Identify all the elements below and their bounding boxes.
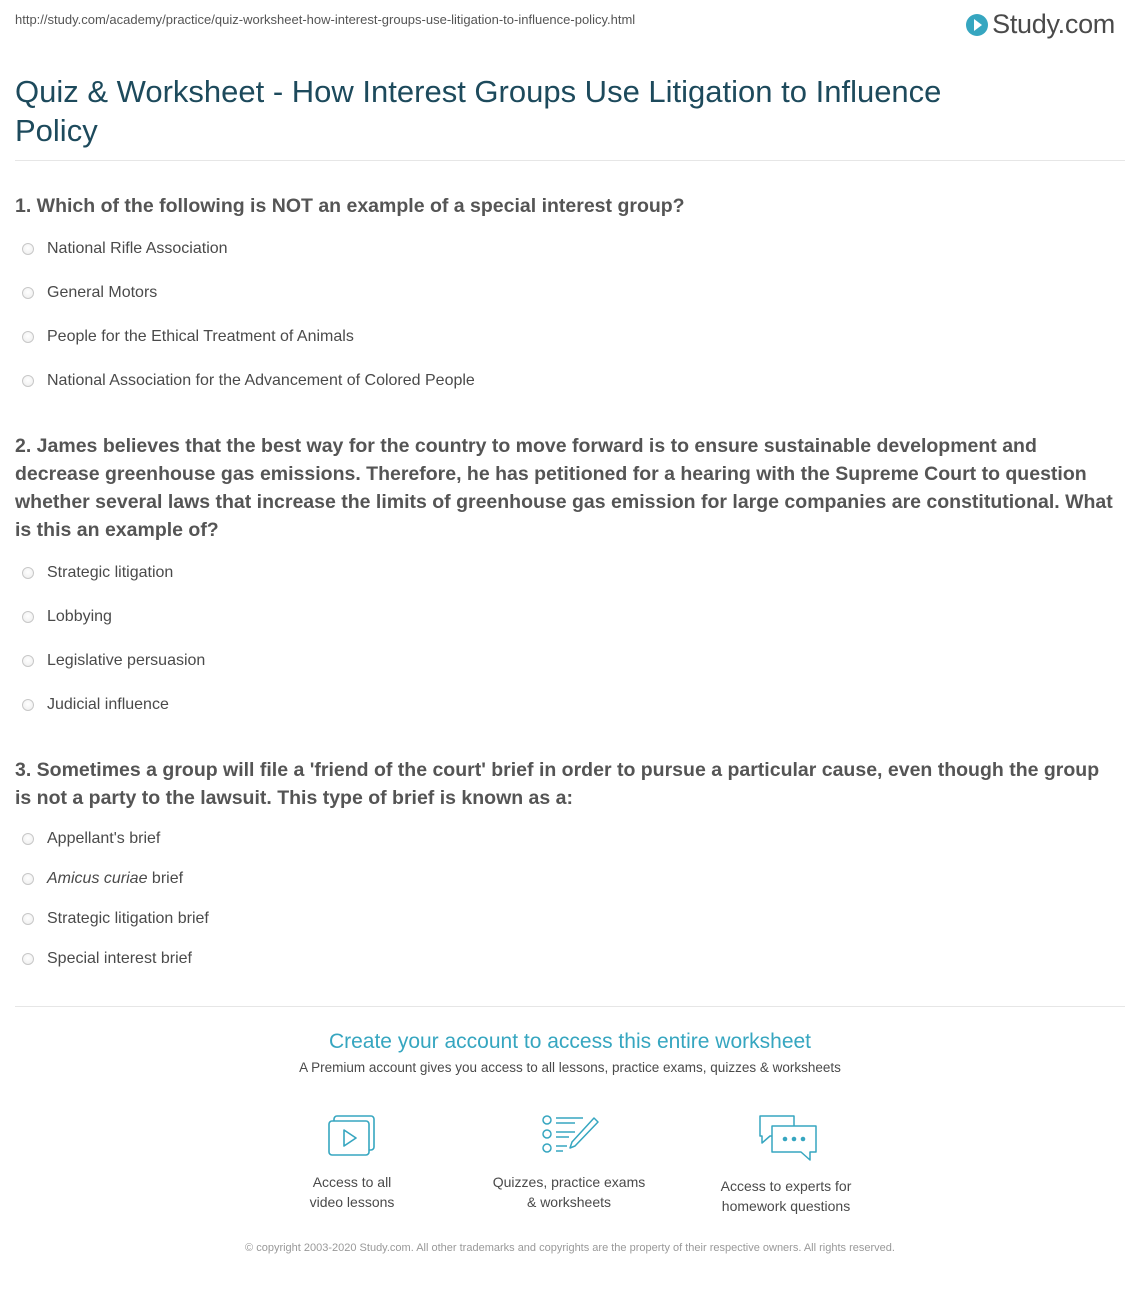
feature-quizzes	[459, 1112, 679, 1212]
study-logo[interactable]	[966, 9, 1115, 40]
page-url: http://study.com/academy/practice/quiz-worksheet-how-interest-groups-use-litigation-to-influence-policy.html	[15, 12, 636, 27]
feature-experts	[676, 1112, 896, 1216]
radio-button[interactable]	[22, 873, 34, 885]
option-label: National Association for the Advancement of Colored People	[47, 372, 475, 389]
q2-option-2[interactable]	[22, 606, 112, 628]
q2-option-1[interactable]	[22, 562, 173, 584]
option-label: National Rifle Association	[47, 240, 228, 257]
question-3: 3. Sometimes a group will file a 'friend of the court' brief in order to pursue a particular cause, even though the group is not a party to the lawsuit. This type of brief is known as a:	[15, 759, 1100, 809]
q3-option-2[interactable]	[22, 868, 183, 890]
logo-text: Study.com	[992, 9, 1115, 39]
title-divider	[15, 160, 1125, 161]
question-1: 1. Which of the following is NOT an example of a special interest group?	[15, 195, 685, 217]
page-header	[15, 11, 1125, 41]
copyright-notice: © copyright 2003-2020 Study.com. All other trademarks and copyrights are the property of their respective owners. All rights reserved.	[245, 1242, 895, 1254]
option-label: Legislative persuasion	[47, 652, 206, 669]
option-label: Strategic litigation brief	[47, 910, 209, 927]
video-lessons-icon	[324, 1112, 380, 1158]
q2-option-4[interactable]	[22, 694, 169, 716]
option-label-italic: Amicus curiae	[47, 870, 148, 887]
q1-option-2[interactable]	[22, 282, 157, 304]
q1-option-3[interactable]	[22, 326, 354, 348]
expert-chat-icon	[754, 1112, 818, 1162]
page-title: Quiz & Worksheet - How Interest Groups Use Litigation to Influence Policy	[15, 74, 942, 148]
q1-option-1[interactable]	[22, 238, 228, 260]
play-logo-icon	[966, 14, 988, 36]
feature-label	[242, 1172, 462, 1212]
feature-line-1: Access to all	[312, 1174, 392, 1190]
feature-line-2: & worksheets	[526, 1194, 612, 1210]
option-label	[47, 870, 183, 888]
option-label: Lobbying	[47, 608, 112, 625]
q3-option-3[interactable]	[22, 908, 209, 930]
radio-button[interactable]	[22, 953, 34, 965]
option-label: Appellant's brief	[47, 830, 161, 847]
feature-video-lessons	[242, 1112, 462, 1212]
radio-button[interactable]	[22, 655, 34, 667]
create-account-link[interactable]: Create your account to access this entire worksheet	[328, 1030, 812, 1053]
radio-button[interactable]	[22, 287, 34, 299]
option-label: Strategic litigation	[47, 564, 174, 581]
section-divider	[15, 1006, 1125, 1007]
option-label: Special interest brief	[47, 950, 192, 967]
quiz-checklist-icon	[539, 1112, 599, 1158]
radio-button[interactable]	[22, 833, 34, 845]
q3-option-4[interactable]	[22, 948, 192, 970]
question-2: 2. James believes that the best way for the country to move forward is to ensure sustainable development and decrease greenhouse gas emissions. Therefore, he has petitioned for a hearing with the Supreme Court to question whether several laws that increase the limits of greenhouse gas emission for large companies are constitutional. What is this an example of?	[15, 435, 1113, 541]
feature-label	[459, 1172, 679, 1212]
radio-button[interactable]	[22, 375, 34, 387]
feature-label	[676, 1176, 896, 1216]
option-label-suffix: brief	[147, 870, 184, 887]
radio-button[interactable]	[22, 331, 34, 343]
radio-button[interactable]	[22, 699, 34, 711]
radio-button[interactable]	[22, 567, 34, 579]
feature-line-1: Access to experts for	[720, 1178, 852, 1194]
radio-button[interactable]	[22, 243, 34, 255]
option-label: Judicial influence	[47, 696, 169, 713]
feature-line-2: homework questions	[721, 1198, 851, 1214]
option-label: General Motors	[47, 284, 158, 301]
q1-option-4[interactable]	[22, 370, 475, 392]
option-label: People for the Ethical Treatment of Animals	[47, 328, 354, 345]
feature-line-1: Quizzes, practice exams	[492, 1174, 646, 1190]
q3-option-1[interactable]	[22, 828, 160, 850]
feature-line-2: video lessons	[309, 1194, 395, 1210]
radio-button[interactable]	[22, 913, 34, 925]
premium-description: A Premium account gives you access to all lessons, practice exams, quizzes & worksheets	[299, 1060, 841, 1075]
radio-button[interactable]	[22, 611, 34, 623]
q2-option-3[interactable]	[22, 650, 205, 672]
